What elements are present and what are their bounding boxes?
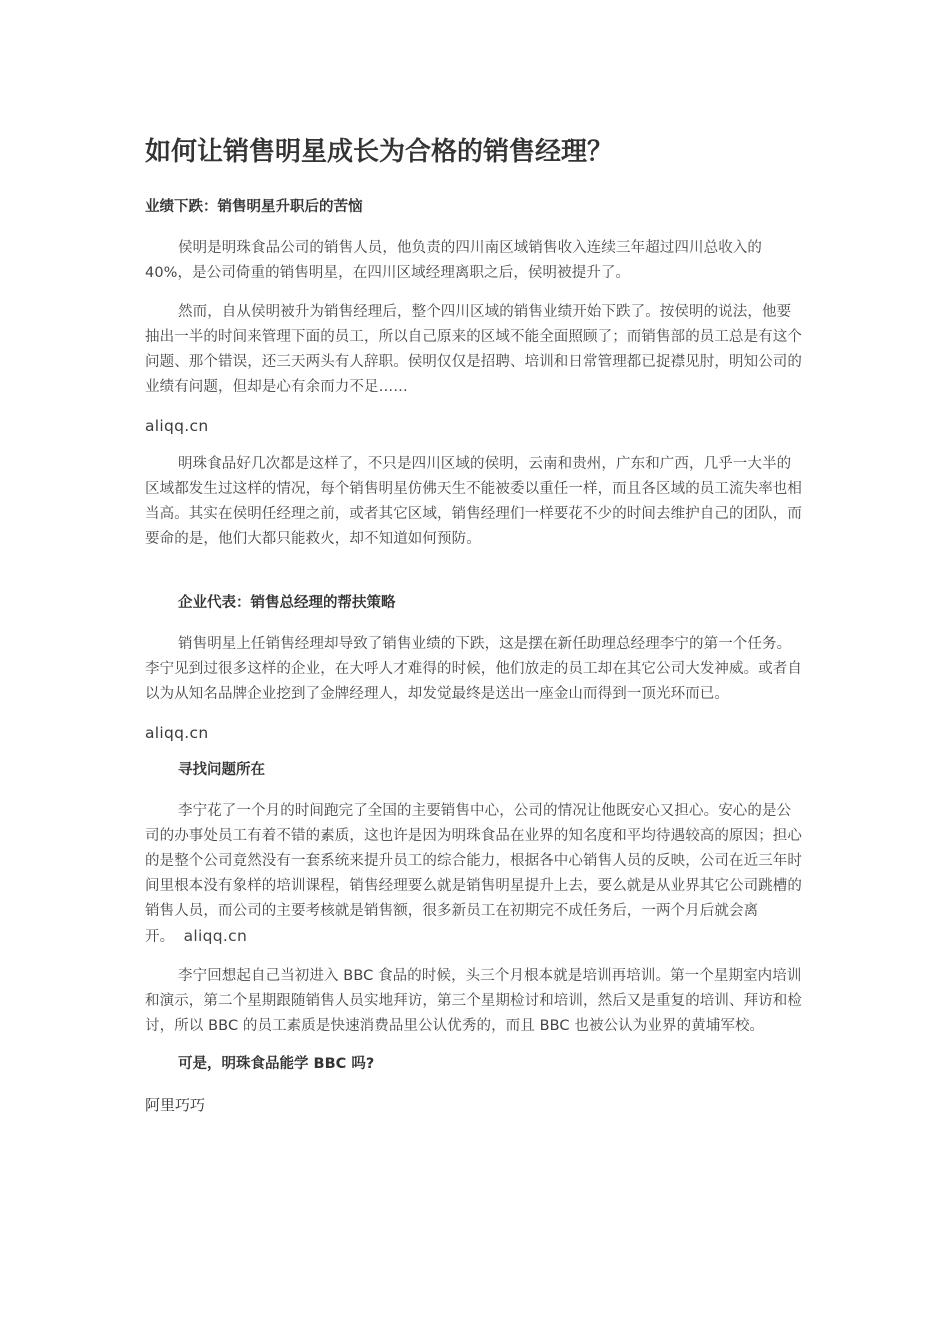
source-link-3[interactable]: aliqq.cn [183,927,248,945]
paragraph-3: 明珠食品好几次都是这样了，不只是四川区域的侯明，云南和贵州，广东和广西，几乎一大半的区域都发生过这样的情况，每个销售明星仿佛天生不能被委以重任一样，而且各区域的员工流失率也相当高。其实在侯明任经理之前，或者其它区域，销售经理们一样要花不少的时间去维护自己的团队，而要命的是，他们大都只能救火，却不知道如何预防。 [145,456,802,547]
section-heading-2: 企业代表：销售总经理的帮扶策略 [178,595,396,611]
paragraph-6: 李宁回想起自己当初进入 BBC 食品的时候，头三个月根本就是培训再培训。第一个星期室内培训和演示，第二个星期跟随销售人员实地拜访，第三个星期检讨和培训，然后又是重复的培训、拜访和检讨，所以 BBC 的员工素质是快速消费品里公认优秀的，而且 BBC 也被公认为业界的黄埔军校。 [145,968,802,1034]
article-title: 如何让销售明星成长为合格的销售经理？ [145,137,614,167]
section-heading-3: 寻找问题所在 [178,762,265,778]
spacer [145,566,805,592]
paragraph-4: 销售明星上任销售经理却导致了销售业绩的下跌，这是摆在新任助理总经理李宁的第一个任务。李宁见到过很多这样的企业，在大呼人才难得的时候，他们放走的员工却在其它公司大发神威。或者自以为从知名品牌企业挖到了金牌经理人，却发觉最终是送出一座金山而得到一顶光环而已。 [145,636,802,702]
footer-signature: 阿里巧巧 [145,1096,206,1114]
paragraph-1: 侯明是明珠食品公司的销售人员，他负责的四川南区域销售收入连续三年超过四川总收入的 40%，是公司倚重的销售明星，在四川区域经理离职之后，侯明被提升了。 [145,240,762,281]
section-heading-4: 可是，明珠食品能学 BBC 吗? [178,1056,375,1072]
paragraph-5-text: 李宁花了一个月的时间跑完了全国的主要销售中心，公司的情况让他既安心又担心。安心的是公司的办事处员工有着不错的素质，这也许是因为明珠食品在业界的知名度和平均待遇较高的原因；担心的是整个公司竟然没有一套系统来提升员工的综合能力，根据各中心销售人员的反映，公司在近三年时间里根本没有象样的培训课程，销售经理要么就是销售明星提升上去，要么就是从业界其它公司跳槽的销售人员，而公司的主要考核就是销售额，很多新员工在初期完不成任务后，一两个月后就会离开。 [145,803,802,945]
document-page [145,132,805,1117]
source-link-2[interactable]: aliqq.cn [145,724,209,742]
section-heading-1: 业绩下跌：销售明星升职后的苦恼 [145,199,363,215]
source-link-1[interactable]: aliqq.cn [145,417,209,435]
paragraph-5 [145,799,805,950]
paragraph-2: 然而，自从侯明被升为销售经理后，整个四川区域的销售业绩开始下跌了。按侯明的说法，他要抽出一半的时间来管理下面的员工，所以自己原来的区域不能全面照顾了；而销售部的员工总是有这个问题、那个错误，还三天两头有人辞职。侯明仅仅是招聘、培训和日常管理都已捉襟见肘，明知公司的业绩有问题，但却是心有余而力不足…… [145,304,802,395]
